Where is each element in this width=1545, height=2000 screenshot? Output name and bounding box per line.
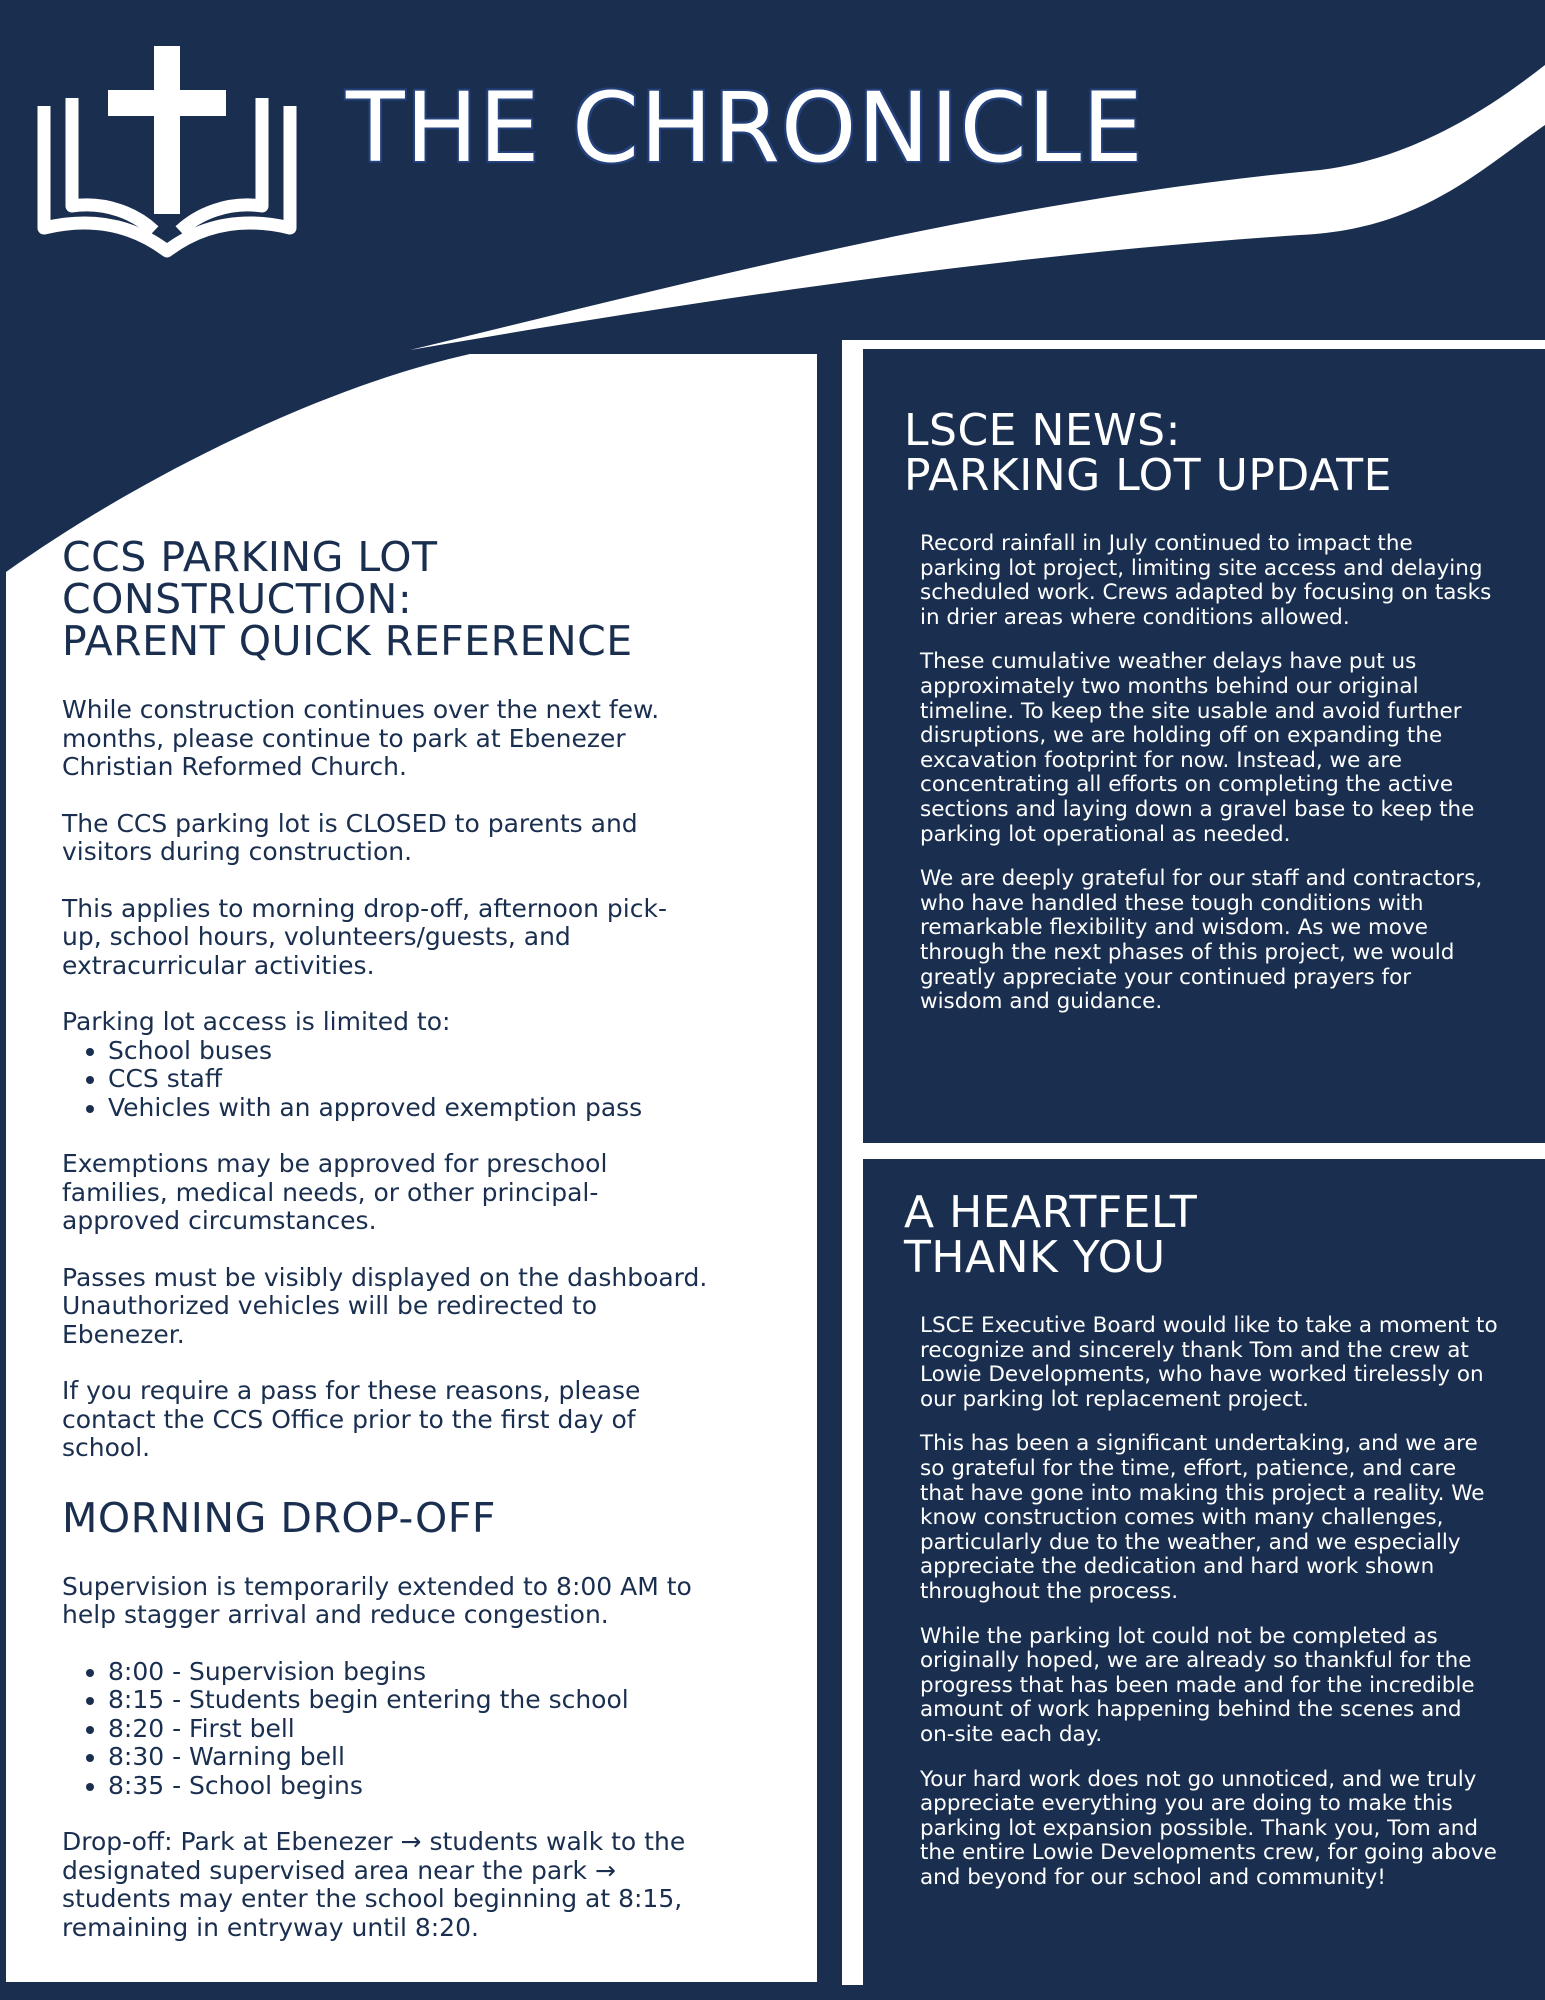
closed-paragraph: The CCS parking lot is CLOSED to parents and visitors during construction. <box>62 808 638 866</box>
news-heading <box>904 405 1499 501</box>
heading-line: CONSTRUCTION: <box>62 575 413 623</box>
list-item: • 8:15 - Students begin entering the school <box>108 1686 782 1715</box>
applies-paragraph: This applies to morning drop-off, afternoon pick- up, school hours, volunteers/guests, and extracurricular activities. <box>62 893 667 980</box>
thanks-heading <box>904 1187 1499 1283</box>
heading-line: CCS PARKING LOT <box>62 533 438 581</box>
news-paragraph: Record rainfall in July continued to impact the parking lot project, limiting site access and delaying scheduled work. Crews adapted by focusing on tasks in drier areas where conditions allowed. <box>920 531 1492 630</box>
list-item: • Vehicles with an approved exemption pass <box>108 1094 782 1123</box>
require-paragraph: If you require a pass for these reasons, please contact the CCS Office prior to the first day of school. <box>62 1376 641 1462</box>
thanks-paragraph: While the parking lot could not be completed as originally hoped, we are already so thankful for the progress that has been made and for the incredible amount of work happening behind the scenes and on-site each day. <box>920 1623 1475 1747</box>
list-item: • CCS staff <box>108 1065 782 1094</box>
thanks-paragraph: This has been a significant undertaking, and we are so grateful for the time, effort, patience, and care that have gone into making this project a reality. We know construction comes with many challenges, particularly due to the weather, and we especially appreciate the dedication and hard work shown throughout the process. <box>920 1431 1485 1604</box>
heading-line: PARENT QUICK REFERENCE <box>62 617 633 665</box>
morning-heading: MORNING DROP-OFF <box>62 1493 496 1542</box>
list-item: • 8:00 - Supervision begins <box>108 1658 782 1687</box>
list-item: • School buses <box>108 1037 782 1066</box>
list-item: • 8:35 - School begins <box>108 1772 782 1801</box>
news-paragraph: These cumulative weather delays have put us approximately two months behind our original timeline. To keep the site usable and avoid further disruptions, we are holding off on expanding the excavation footprint for now. Instead, we are concentrating all efforts on completing the active sections and laying down a gravel base to keep the parking lot operational as needed. <box>920 649 1475 847</box>
list-item: • 8:20 - First bell <box>108 1715 782 1744</box>
list-item: • 8:30 - Warning bell <box>108 1743 782 1772</box>
intro-paragraph: While construction continues over the next few. months, please continue to park at Ebenezer Christian Reformed Church. <box>62 695 660 781</box>
exemptions-paragraph: Exemptions may be approved for preschool families, medical needs, or other principal- approved circumstances. <box>62 1149 608 1235</box>
access-intro: Parking lot access is limited to: <box>62 1007 451 1036</box>
heading-line: A HEARTFELT <box>904 1187 1198 1238</box>
news-paragraph: We are deeply grateful for our staff and contractors, who have handled these tough conditions with remarkable flexibility and wisdom. As we move through the next phases of this project, we would greatly appreciate your continued prayers for wisdom and guidance. <box>920 866 1483 1015</box>
passes-paragraph: Passes must be visibly displayed on the dashboard. Unauthorized vehicles will be redirected to Ebenezer. <box>62 1262 708 1349</box>
section-heading <box>62 533 782 665</box>
heading-line: LSCE NEWS: <box>904 405 1181 456</box>
heading-line: PARKING LOT UPDATE <box>904 450 1392 501</box>
thanks-section <box>904 1187 1499 1890</box>
heading-line: THANK YOU <box>904 1232 1166 1283</box>
parent-reference-section <box>62 533 782 1942</box>
news-section <box>904 405 1499 1015</box>
thanks-paragraph: Your hard work does not go unnoticed, and we truly appreciate everything you are doing to make this parking lot expansion possible. Thank you, Tom and the entire Lowie Developments crew, for going above and beyond for our school and community! <box>920 1766 1497 1890</box>
schedule-list <box>62 1658 782 1801</box>
cross-book-icon <box>34 46 300 260</box>
masthead-title: THE CHRONICLE <box>346 72 1144 184</box>
supervision-paragraph: Supervision is temporarily extended to 8:00 AM to help stagger arrival and reduce congestion. <box>62 1571 692 1629</box>
dropoff-paragraph: Drop-off: Park at Ebenezer → students walk to the designated supervised area near the park → students may enter the school beginning at 8:15, remaining in entryway until 8:20. <box>62 1827 686 1942</box>
thanks-paragraph: LSCE Executive Board would like to take a moment to recognize and sincerely thank Tom and the crew at Lowie Developments, who have worked tirelessly on our parking lot replacement project. <box>920 1313 1498 1412</box>
access-list <box>62 1037 782 1123</box>
